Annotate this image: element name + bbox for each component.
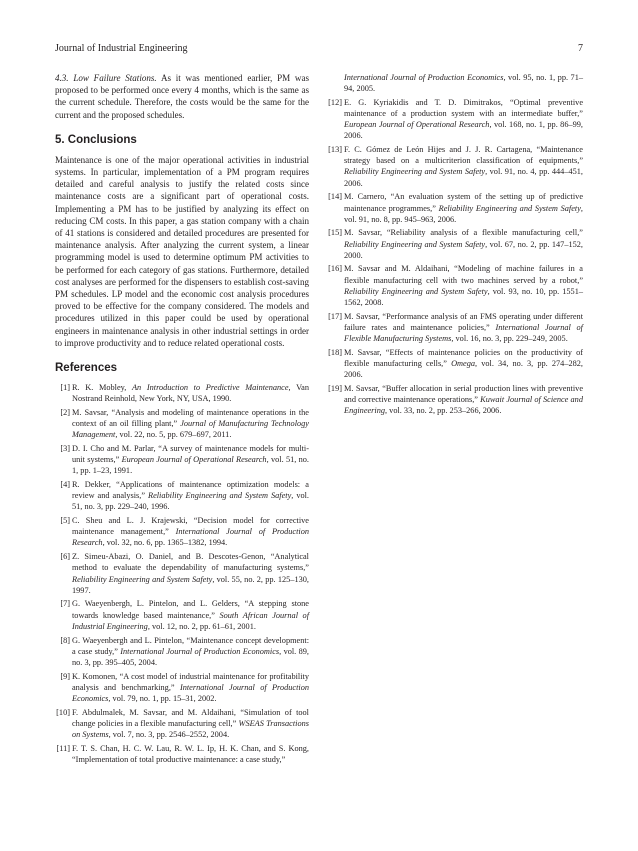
reference-number: [8] [60,635,70,645]
reference-source: European Journal of Operational Research [121,455,267,465]
reference-details: , vol. 33, no. 2, pp. 253–266, 2006. [385,406,502,416]
reference-authors-title: F. C. Gómez de León Hijes and J. J. R. Cartagena, “Maintenance strategy based on a multicriterion classification of equipments,” [344,145,583,166]
reference-details: , vol. 95, no. 1, pp. 71–94, 2005. [344,73,583,94]
reference-details: , vol. 168, no. 1, pp. 86–99, 2006. [344,120,583,141]
reference-item [327,72,583,94]
reference-authors-title: M. Carnero, “An evaluation system of the setting up of predictive maintenance programmes,” [344,192,583,213]
reference-authors-title: M. Savsar and M. Aldaihani, “Modeling of machine failures in a flexible manufacturing cell with two machines served by a robot,” [344,264,583,285]
reference-number: [3] [60,444,70,454]
conclusions-heading: 5. Conclusions [55,133,137,146]
reference-details: , vol. 67, no. 2, pp. 147–152, 2000. [344,239,583,260]
reference-item [327,347,583,380]
reference-item [327,191,583,224]
reference-details: , vol. 93, no. 10, pp. 1551–1562, 2008. [344,286,583,307]
reference-source: International Journal of Production Research [72,527,309,548]
reference-details: , Van Nostrand Reinhold, New York, NY, USA, 1990. [72,383,310,404]
conclusions-text: Maintenance is one of the major operational activities in industrial systems. In particular, implementation of a PM program requires detailed and careful analysis to justify the related costs since maintenance costs are a significant part of operational costs. Implementing a PM has to be justified by analyzing its effect on reducing CM costs. In this paper, a gas station company with a chain of 41 stations is considered and detailed procedures are presented for maintenance analysis. After analyzing the current system, a linear programming model is used to determine optimum PM activities to be performed for each category of gas stations. Furthermore, detailed cost analyses are performed for the dispensers to establish cost-saving PM schedules. LP model and the economic cost analysis procedures proved to be effective for the company considered. The models and procedures utilized in this paper could be used by operational engineers in maintenance analysis in other industrial settings in order to improve productivity and to reduce related operational costs. [55,154,309,348]
reference-source: An Introduction to Predictive Maintenance [131,383,289,393]
page-number: 7 [578,43,583,54]
reference-authors-title: R. Dekker, “Applications of maintenance optimization models: a review and analysis,” [72,480,309,501]
reference-source: Reliability Engineering and System Safety [72,574,213,584]
references-heading: References [55,362,118,375]
reference-item [55,635,309,668]
reference-authors-title: E. G. Kyriakidis and T. D. Dimitrakos, “Optimal preventive maintenance of a production system with an intermediate buffer,” [344,97,583,119]
reference-details: , vol. 79, no. 1, pp. 15–31, 2002. [108,693,217,703]
reference-details: , vol. 22, no. 5, pp. 679–697, 2011. [115,430,232,440]
reference-item [327,144,583,189]
reference-item [55,407,309,440]
reference-source: International Journal of Production Economics [120,646,280,656]
reference-number: [16] [328,264,342,274]
reference-number: [13] [328,145,342,155]
reference-details: , vol. 91, no. 4, pp. 444–451, 2006. [344,167,583,188]
reference-number: [9] [60,671,70,681]
reference-item [327,311,583,344]
reference-authors-title: M. Savsar, “Buffer allocation in serial production lines with preventive and corrective maintenance operations,” [344,383,583,404]
reference-authors-title: D. I. Cho and M. Parlar, “A survey of maintenance models for multi-unit systems,” [72,444,309,465]
reference-number: [2] [60,407,70,417]
reference-authors-title: F. Abdulmalek, M. Savsar, and M. Aldaihani, “Simulation of tool change policies in a flexible manufacturing cell,” [72,707,309,728]
reference-details: , vol. 91, no. 8, pp. 945–963, 2006. [344,203,583,224]
reference-source: Reliability Engineering and System Safety [344,239,486,249]
reference-number: [1] [60,383,70,393]
reference-details: , vol. 32, no. 6, pp. 1365–1382, 1994. [102,538,228,548]
reference-number: [5] [60,516,70,526]
reference-details: , vol. 34, no. 3, pp. 274–282, 2006. [344,358,583,380]
references-list-right [327,72,583,416]
reference-item [327,227,583,260]
section-4-3-paragraph [55,72,309,121]
reference-source: Reliability Engineering and System Safety [344,167,486,177]
left-column [55,72,309,765]
reference-source: Reliability Engineering and System Safety [438,203,581,213]
reference-item [327,263,583,308]
reference-item [55,515,309,548]
reference-authors-title: C. Sheu and L. J. Krajewski, “Decision model for corrective maintenance management,” [72,516,309,537]
reference-source: South African Journal of Industrial Engineering [72,610,310,631]
right-column [327,72,583,416]
section-4-3-label: 4.3. Low Failure Stations. [55,73,157,83]
page-header [55,43,583,57]
reference-number: [17] [328,311,342,321]
reference-authors-title: K. Komonen, “A cost model of industrial maintenance for profitability analysis and benchmarking,” [72,671,309,692]
reference-details: , vol. 12, no. 2, pp. 61–61, 2001. [147,621,256,631]
reference-number: [15] [328,228,342,238]
reference-source: International Journal of Production Economics [72,682,310,703]
reference-item [327,383,583,416]
reference-item [55,479,309,512]
reference-item [55,598,309,631]
reference-source: Journal of Manufacturing Technology Management [72,419,309,440]
reference-number: [4] [60,480,70,490]
reference-source: Reliability Engineering and System Safety [344,286,488,296]
reference-item [55,671,309,704]
reference-details: , vol. 51, no. 3, pp. 229–240, 1996. [72,491,309,512]
reference-details: , vol. 51, no. 1, pp. 1–23, 1991. [72,455,310,476]
reference-authors-title: M. Savsar, “Analysis and modeling of maintenance operations in the context of an oil filling plant,” [72,407,309,429]
reference-authors-title: G. Waeyenbergh and L. Pintelon, “Maintenance concept development: a case study,” [72,635,309,656]
reference-details: , vol. 16, no. 3, pp. 229–249, 2005. [451,334,568,343]
reference-item [55,707,309,740]
reference-number: [12] [328,97,342,107]
reference-item [55,743,309,765]
reference-item [55,382,309,404]
reference-source: Kuwait Journal of Science and Engineering [344,394,583,416]
reference-item [327,97,583,142]
reference-source: European Journal of Operational Research [344,120,490,130]
reference-number: [6] [60,552,70,562]
reference-details: , vol. 89, no. 3, pp. 395–405, 2004. [72,646,309,667]
reference-source: International Journal of Production Economics [344,73,504,82]
reference-authors-title: M. Savsar, “Effects of maintenance policies on the productivity of flexible manufacturing cells,” [344,347,583,368]
reference-number: [11] [56,743,70,753]
reference-authors-title: Z. Simeu-Abazi, O. Daniel, and B. Descotes-Genon, “Analytical method to evaluate the dependability of manufacturing systems,” [72,552,309,573]
reference-authors-title: M. Savsar, “Reliability analysis of a flexible manufacturing cell,” [344,228,583,238]
references-list-left [55,382,309,765]
reference-authors-title: R. K. Mobley, [72,383,132,393]
reference-number: [14] [328,192,342,202]
reference-number: [19] [328,383,342,393]
reference-source: Reliability Engineering and System Safety [148,491,292,501]
reference-details: , vol. 7, no. 3, pp. 2546–2552, 2004. [108,729,230,739]
reference-source: Omega [451,358,476,368]
reference-source: WSEAS Transactions on Systems [72,718,309,739]
reference-source: International Journal of Flexible Manufacturing Systems [344,322,583,343]
section-4-3-text: As it was mentioned earlier, PM was proposed to be performed once every 4 months, which is the same as the current schedule. Therefore, the costs would be the same for the current and the proposed schedules. [55,73,309,120]
reference-number: [7] [60,599,70,609]
reference-authors-title: G. Waeyenbergh, L. Pintelon, and L. Gelders, “A stepping stone towards knowledge based maintenance,” [72,599,309,620]
reference-number: [18] [328,347,342,357]
reference-details: , vol. 55, no. 2, pp. 125–130, 1997. [72,574,309,595]
reference-authors-title: M. Savsar, “Performance analysis of an FMS operating under different failure rates and maintenance policies,” [344,311,583,332]
reference-item [55,443,309,476]
journal-name: Journal of Industrial Engineering [55,43,188,54]
reference-authors-title: F. T. S. Chan, H. C. W. Lau, R. W. L. Ip, H. K. Chan, and S. Kong, “Implementation of total productive maintenance: a case study,” [72,743,309,764]
reference-number: [10] [56,707,70,717]
reference-item [55,551,309,596]
